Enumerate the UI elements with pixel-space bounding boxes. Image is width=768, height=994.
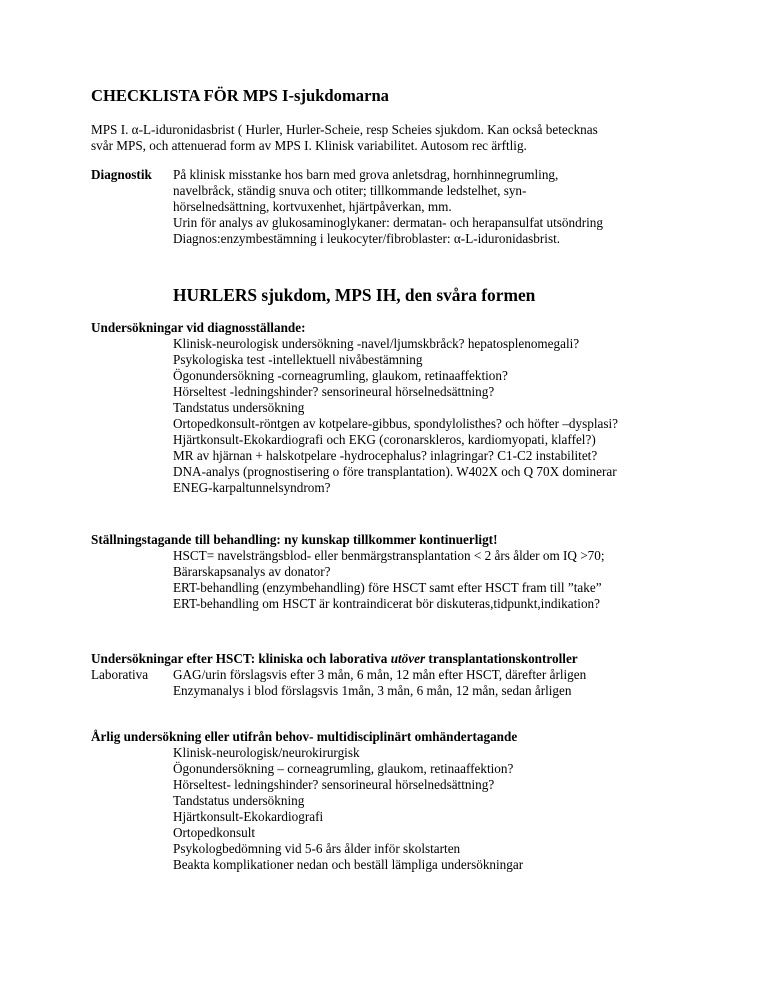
diagnostik-label: Diagnostik <box>91 167 152 182</box>
list-item: Hjärtkonsult-Ekokardiografi <box>173 809 324 824</box>
section-heading-diagnos: Undersökningar vid diagnosställande: <box>91 320 306 335</box>
list-item: Klinisk-neurologisk undersökning -navel/ljumskbråck? hepatosplenomegali? <box>173 336 580 351</box>
intro-line: MPS I. α-L-iduronidasbrist ( Hurler, Hurler-Scheie, resp Scheies sjukdom. Kan också betecknas <box>91 122 598 137</box>
diagnostik-line: hörselnedsättning, kortvuxenhet, hjärtpåverkan, mm. <box>173 199 452 214</box>
list-item: Beakta komplikationer nedan och beställ lämpliga undersökningar <box>173 857 524 872</box>
section-list-diagnos <box>173 336 618 496</box>
list-item: Ortopedkonsult-röntgen av kotpelare-gibbus, spondylolisthes? och höfter –dysplasi? <box>173 416 618 431</box>
list-item: Tandstatus undersökning <box>173 400 305 415</box>
section-heading-behandling: Ställningstagande till behandling: ny kunskap tillkommer kontinuerligt! <box>91 532 498 547</box>
list-item: Ortopedkonsult <box>173 825 256 840</box>
list-item: Psykologbedömning vid 5-6 års ålder inför skolstarten <box>173 841 461 856</box>
diagnostik-line: Diagnos:enzymbestämning i leukocyter/fibroblaster: α-L-iduronidasbrist. <box>173 231 561 246</box>
diagnostik-line: På klinisk misstanke hos barn med grova anletsdrag, hornhinnegrumling, <box>173 167 559 182</box>
list-item: DNA-analys (prognostisering o före transplantation). W402X och Q 70X dominerar <box>173 464 617 479</box>
diagnostik-line: navelbråck, ständig snuva och otiter; tillkommande ledstelhet, syn- <box>173 183 527 198</box>
list-item: Hörseltest- ledningshinder? sensorineural hörselnedsättning? <box>173 777 495 792</box>
list-item: MR av hjärnan + halskotpelare -hydrocephalus? inlagringar? C1-C2 instabilitet? <box>173 448 598 463</box>
list-item: Bärarskapsanalys av donator? <box>173 564 331 579</box>
section-list-efter <box>173 667 586 699</box>
list-item: Ögonundersökning – corneagrumling, glaukom, retinaaffektion? <box>173 761 514 776</box>
list-item: Psykologiska test -intellektuell nivåbestämning <box>173 352 423 367</box>
list-item: Hörseltest -ledningshinder? sensorineural hörselnedsättning? <box>173 384 495 399</box>
diagnostik-text <box>173 167 603 247</box>
diagnostik-line: Urin för analys av glukosaminoglykaner: dermatan- och herapansulfat utsöndring <box>173 215 603 230</box>
list-item: Enzymanalys i blod förslagsvis 1mån, 3 mån, 6 mån, 12 mån, sedan årligen <box>173 683 572 698</box>
heading-emphasis: utöver <box>390 651 426 666</box>
list-item: HSCT= navelsträngsblod- eller benmärgstransplantation < 2 års ålder om IQ >70; <box>173 548 605 563</box>
list-item: ERT-behandling (enzymbehandling) före HSCT samt efter HSCT fram till ”take” <box>173 580 602 595</box>
list-item: Ögonundersökning -corneagrumling, glaukom, retinaaffektion? <box>173 368 508 383</box>
list-item: GAG/urin förslagsvis efter 3 mån, 6 mån, 12 mån efter HSCT, därefter årligen <box>173 667 587 682</box>
list-item: ENEG-karpaltunnelsyndrom? <box>173 480 331 495</box>
list-item: Tandstatus undersökning <box>173 793 305 808</box>
list-item: Hjärtkonsult-Ekokardiografi och EKG (coronarskleros, kardiomyopati, klaffel?) <box>173 432 596 447</box>
document-title: CHECKLISTA FÖR MPS I-sjukdomarna <box>91 86 389 105</box>
section-heading-efter <box>91 651 578 667</box>
list-item: ERT-behandling om HSCT är kontraindicerat bör diskuteras,tidpunkt,indikation? <box>173 596 600 611</box>
list-item: Klinisk-neurologisk/neurokirurgisk <box>173 745 360 760</box>
hurler-title: HURLERS sjukdom, MPS IH, den svåra formen <box>173 285 536 305</box>
section-heading-arlig: Årlig undersökning eller utifrån behov- multidisciplinärt omhändertagande <box>91 729 518 744</box>
section-list-arlig <box>173 745 523 873</box>
heading-part: Undersökningar efter HSCT: kliniska och laborativa <box>91 651 391 666</box>
laborativa-label: Laborativa <box>91 667 149 682</box>
intro-paragraph <box>91 122 598 154</box>
intro-line: svår MPS, och attenuerad form av MPS I. Klinisk variabilitet. Autosom rec ärftlig. <box>91 138 527 153</box>
heading-part: transplantationskontroller <box>425 651 578 666</box>
section-list-behandling <box>173 548 605 612</box>
